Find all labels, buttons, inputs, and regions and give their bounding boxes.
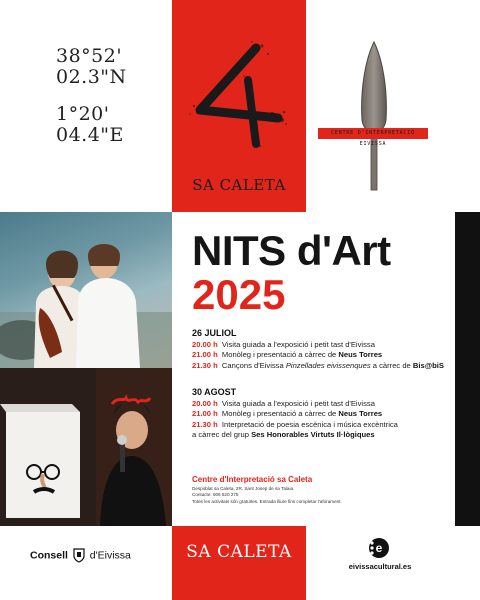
program-time: 21.00 h	[192, 409, 218, 419]
stone-artifact-icon	[352, 40, 396, 192]
program-text: Interpretació de poesia escènica i música excèntrica	[221, 419, 398, 429]
place-name-top: SA CALETA	[192, 176, 286, 194]
longitude	[56, 104, 124, 146]
program-time: 20.00 h	[192, 340, 218, 349]
consell-word: Consell	[30, 549, 68, 562]
eivissa-word: d'Eivissa	[89, 549, 131, 562]
program-text: Visita guiada a l'exposició i petit tast d'Eivissa	[221, 340, 375, 349]
eivissa-cultural-link[interactable]: eivissacultural.es	[348, 562, 412, 571]
venue-note: Totes les activitats són gratuïtes. Entrada lliure fins completar l'aforament.	[192, 498, 342, 504]
program-date: 26 JULIOL	[192, 328, 237, 338]
longitude-degrees: 1°20'	[56, 103, 110, 125]
latitude	[56, 46, 127, 88]
centre-label-strip: CENTRE D'INTERPRETACIÓ EIVISSA	[318, 128, 428, 139]
latitude-minutes: 02.3"N	[56, 66, 127, 88]
program-text: a càrrec de	[370, 360, 413, 370]
event-year: 2025	[192, 271, 286, 318]
venue-address: Despoblat sa Caleta, 2R. Sant Josep de sa Talaia.	[192, 486, 295, 491]
program-item	[192, 409, 450, 419]
program-time: 21.30 h	[192, 419, 218, 429]
event-title: NITS d'Art	[192, 227, 391, 274]
eivissa-cultural-logo-icon	[368, 537, 390, 559]
program-item	[192, 340, 450, 350]
program-time: 20.00 h	[192, 399, 218, 408]
program-date: 30 AGOST	[192, 387, 237, 397]
venue-contact: Contacte: 606 520 275	[192, 492, 239, 498]
program-text: a càrrec del grup	[192, 430, 252, 440]
show-title: Pinzellades eivissenques	[285, 360, 371, 370]
consell-logo	[30, 548, 131, 563]
program-text: Visita guiada a l'exposició i petit tast d'Eivissa	[221, 399, 375, 408]
program-day-1	[192, 327, 450, 371]
program-item	[192, 361, 450, 371]
program-item	[192, 420, 450, 430]
program-time: 21.30 h	[192, 360, 218, 370]
program-text: Monòleg i presentació a càrrec de	[221, 409, 339, 419]
program-item	[192, 350, 450, 360]
program-text: Cançons d'Eivissa	[221, 360, 286, 370]
program-text: Monòleg i presentació a càrrec de	[221, 350, 339, 360]
program-item	[192, 430, 450, 440]
performer-name: Neus Torres	[338, 350, 383, 360]
svg-text:e: e	[375, 541, 383, 555]
venue-info	[192, 474, 442, 505]
performer-name: Bis@biS	[412, 360, 444, 370]
performers-photo	[0, 368, 172, 526]
venue-title: Centre d'Interpretació sa Caleta	[192, 475, 313, 484]
crest-icon	[73, 548, 85, 563]
black-side-bar	[455, 212, 480, 526]
musicians-photo	[0, 212, 172, 368]
program-day-2	[192, 386, 450, 441]
performer-name: Neus Torres	[338, 409, 383, 419]
longitude-minutes: 04.4"E	[56, 124, 124, 146]
red-footer-block	[172, 526, 306, 600]
performer-name: Ses Honorables Virtuts Il·lògiques	[251, 430, 375, 440]
brush-logo-icon	[186, 40, 290, 150]
place-name-bottom: SA CALETA	[186, 542, 292, 562]
latitude-degrees: 38°52'	[56, 45, 123, 67]
program-time: 21.00 h	[192, 350, 218, 360]
program-item	[192, 399, 450, 409]
